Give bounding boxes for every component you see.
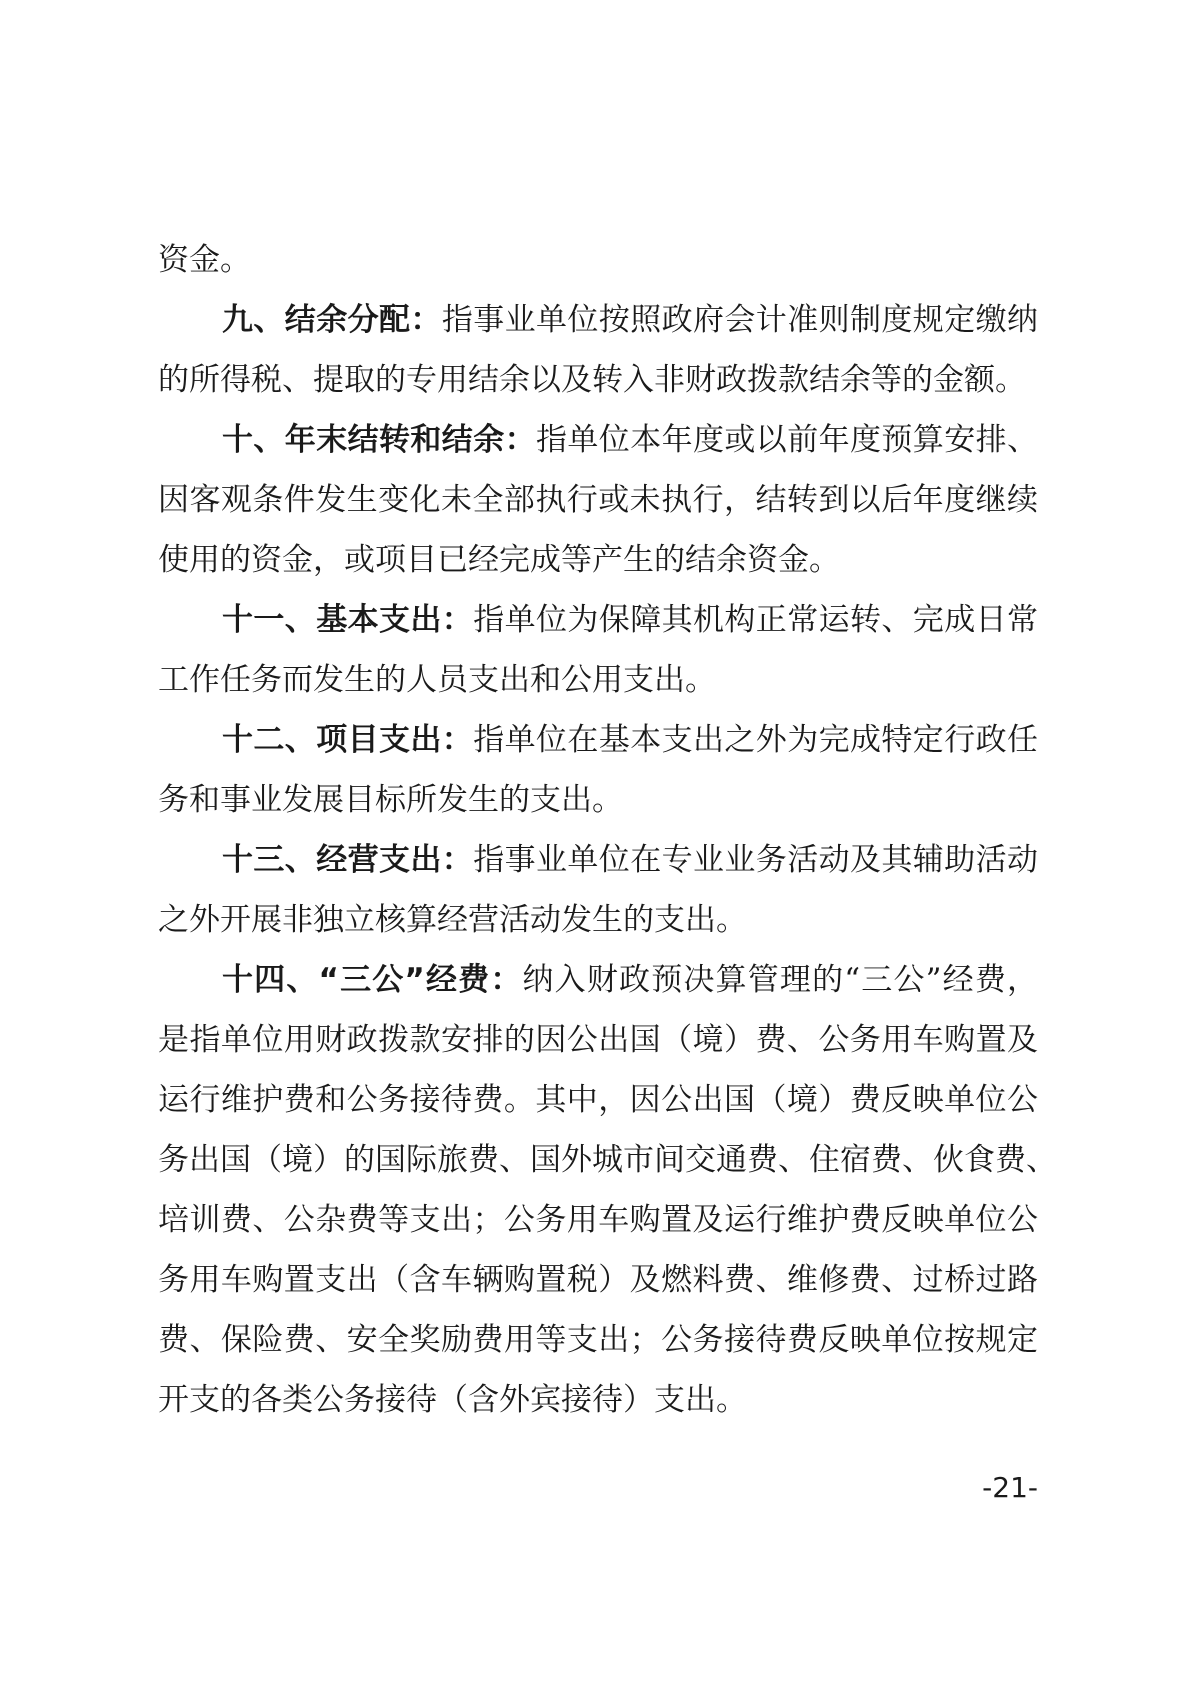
paragraph-9-text-1: 指事业单位按照政府会计准则制度规定缴纳 <box>441 302 1039 338</box>
term-14: 十四、“三公”经费： <box>222 962 523 998</box>
paragraph-14-line-4: 务出国（境）的国际旅费、国外城市间交通费、住宿费、伙食费、 <box>158 1142 1057 1178</box>
paragraph-10-line-3: 使用的资金，或项目已经完成等产生的结余资金。 <box>158 542 840 578</box>
paragraph-13-text-1: 指事业单位在专业业务活动及其辅助活动 <box>473 842 1039 878</box>
paragraph-14-line-2: 是指单位用财政拨款安排的因公出国（境）费、公务用车购置及 <box>158 1022 1038 1058</box>
paragraph-14-line-8: 开支的各类公务接待（含外宾接待）支出。 <box>158 1382 747 1418</box>
term-11: 十一、基本支出： <box>222 602 474 638</box>
paragraph-9-line-1 <box>158 290 1038 350</box>
paragraph-10-text-1: 指单位本年度或以前年度预算安排、 <box>536 422 1038 458</box>
paragraph-14-line-7: 费、保险费、安全奖励费用等支出；公务接待费反映单位按规定 <box>158 1322 1038 1358</box>
paragraph-10-line-2: 因客观条件发生变化未全部执行或未执行，结转到以后年度继续 <box>158 482 1038 518</box>
paragraph-12-text-1: 指单位在基本支出之外为完成特定行政任 <box>473 722 1039 758</box>
opening-line: 资金。 <box>158 242 251 278</box>
paragraph-11-text-1: 指单位为保障其机构正常运转、完成日常 <box>473 602 1039 638</box>
document-body <box>158 230 1057 1430</box>
paragraph-12-line-2: 务和事业发展目标所发生的支出。 <box>158 782 623 818</box>
paragraph-14-line-3: 运行维护费和公务接待费。其中，因公出国（境）费反映单位公 <box>158 1082 1038 1118</box>
page-number: -21- <box>982 1471 1038 1504</box>
term-13: 十三、经营支出： <box>222 842 474 878</box>
paragraph-14-text-1: 纳入财政预决算管理的“三公”经费， <box>522 962 1038 998</box>
paragraph-11-line-2: 工作任务而发生的人员支出和公用支出。 <box>158 662 716 698</box>
term-9: 九、结余分配： <box>222 302 442 338</box>
paragraph-9-line-2: 的所得税、提取的专用结余以及转入非财政拨款结余等的金额。 <box>158 362 1026 398</box>
paragraph-14-line-6: 务用车购置支出（含车辆购置税）及燃料费、维修费、过桥过路 <box>158 1262 1038 1298</box>
term-10: 十、年末结转和结余： <box>222 422 536 458</box>
paragraph-11-line-1 <box>158 590 1038 650</box>
paragraph-12-line-1 <box>158 710 1038 770</box>
paragraph-10-line-1 <box>158 410 1038 470</box>
paragraph-14-line-5: 培训费、公杂费等支出；公务用车购置及运行维护费反映单位公 <box>158 1202 1038 1238</box>
paragraph-14-line-1 <box>158 950 1038 1010</box>
paragraph-13-line-1 <box>158 830 1038 890</box>
term-12: 十二、项目支出： <box>222 722 474 758</box>
paragraph-13-line-2: 之外开展非独立核算经营活动发生的支出。 <box>158 902 747 938</box>
